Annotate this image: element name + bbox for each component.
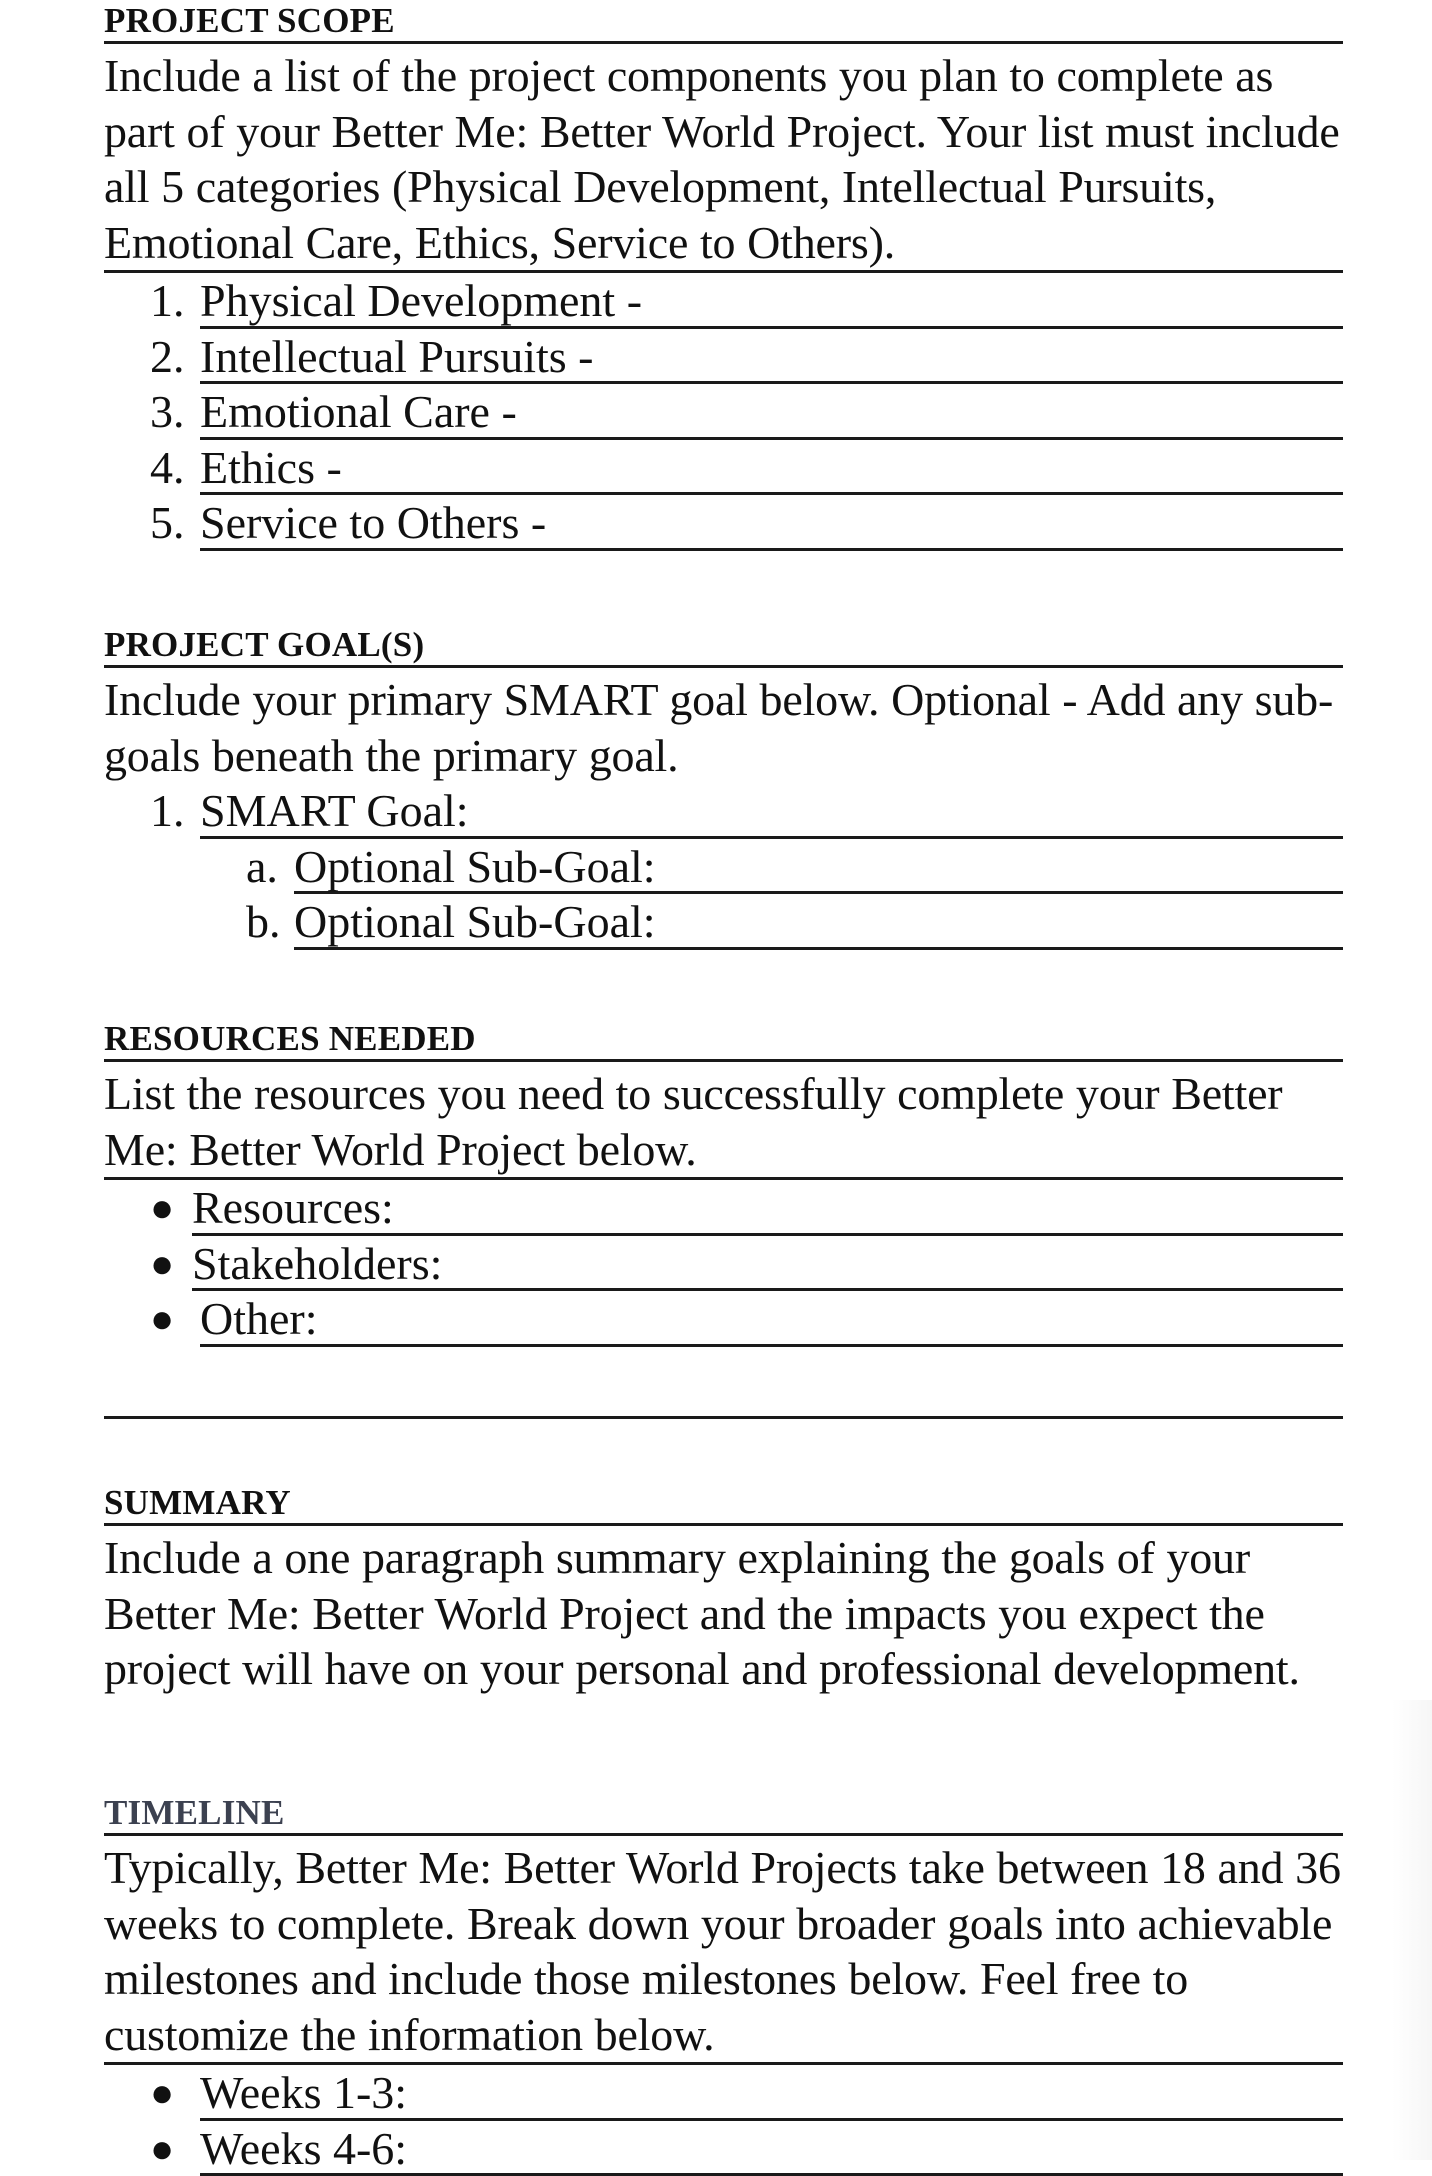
list-number: 5.	[150, 495, 185, 551]
timeline-section	[104, 1792, 1343, 2176]
timeline-item[interactable]	[104, 2065, 1343, 2121]
timeline-heading: TIMELINE	[104, 1792, 1343, 1836]
scope-item-text: Physical Development -	[200, 273, 1343, 329]
project-scope-section	[104, 0, 1343, 551]
resources-heading: RESOURCES NEEDED	[104, 1018, 1343, 1062]
list-number: 1.	[150, 273, 185, 329]
other-item-text: Other:	[200, 1291, 1343, 1347]
scope-item-service[interactable]	[104, 495, 1343, 551]
sub-goal-item[interactable]	[104, 894, 1343, 950]
list-number: 1.	[150, 783, 185, 839]
stakeholders-item-text: Stakeholders:	[192, 1236, 1343, 1292]
bullet-icon: ●	[150, 1180, 174, 1236]
timeline-item[interactable]	[104, 2121, 1343, 2176]
bullet-icon: ●	[150, 1291, 174, 1347]
project-scope-heading: PROJECT SCOPE	[104, 0, 1343, 44]
blank-answer-line[interactable]	[104, 1416, 1343, 1419]
project-scope-description: Include a list of the project components you plan to complete as part of your Better Me: Better World Project. Your list must include all 5 categories (Physical Development, Intellectual Pursuits, Emotional Care, Ethics, Service to Others).	[104, 48, 1343, 273]
summary-section	[104, 1482, 1343, 1697]
scope-item-emotional[interactable]	[104, 384, 1343, 440]
stakeholders-item[interactable]	[104, 1236, 1343, 1292]
summary-heading: SUMMARY	[104, 1482, 1343, 1526]
scope-item-ethics[interactable]	[104, 440, 1343, 496]
bullet-icon: ●	[150, 1236, 174, 1292]
project-goals-heading: PROJECT GOAL(S)	[104, 624, 1343, 668]
scope-item-physical[interactable]	[104, 273, 1343, 329]
list-number: 2.	[150, 329, 185, 385]
sub-goal-text: Optional Sub-Goal:	[294, 894, 1343, 950]
scope-item-intellectual[interactable]	[104, 329, 1343, 385]
other-item[interactable]	[104, 1291, 1343, 1347]
scope-item-text: Service to Others -	[200, 495, 1343, 551]
sub-goal-text: Optional Sub-Goal:	[294, 839, 1343, 895]
project-goals-description: Include your primary SMART goal below. Optional - Add any sub-goals beneath the primary goal.	[104, 672, 1343, 783]
smart-goal-text: SMART Goal:	[200, 783, 1343, 839]
project-goals-section	[104, 624, 1343, 950]
resources-section	[104, 1018, 1343, 1347]
resources-description: List the resources you need to successfully complete your Better Me: Better World Project below.	[104, 1066, 1343, 1180]
sub-goal-item[interactable]	[104, 839, 1343, 895]
resources-item-text: Resources:	[192, 1180, 1343, 1236]
scope-item-text: Intellectual Pursuits -	[200, 329, 1343, 385]
bullet-icon: ●	[150, 2121, 174, 2176]
list-letter: b.	[246, 894, 281, 950]
scope-item-text: Ethics -	[200, 440, 1343, 496]
resources-item[interactable]	[104, 1180, 1343, 1236]
timeline-item-text: Weeks 1-3:	[200, 2065, 1343, 2121]
bullet-icon: ●	[150, 2065, 174, 2121]
smart-goal-item[interactable]	[104, 783, 1343, 839]
timeline-item-text: Weeks 4-6:	[200, 2121, 1343, 2176]
list-number: 4.	[150, 440, 185, 496]
summary-description: Include a one paragraph summary explaining the goals of your Better Me: Better World Project and the impacts you expect the project will have on your personal and professional development.	[104, 1530, 1343, 1697]
scope-item-text: Emotional Care -	[200, 384, 1343, 440]
list-number: 3.	[150, 384, 185, 440]
page-edge-shadow	[1392, 1700, 1432, 2160]
list-letter: a.	[246, 839, 278, 895]
timeline-description: Typically, Better Me: Better World Projects take between 18 and 36 weeks to complete. Break down your broader goals into achievable milestones and include those milestones below. Feel free to customize the information below.	[104, 1840, 1343, 2065]
